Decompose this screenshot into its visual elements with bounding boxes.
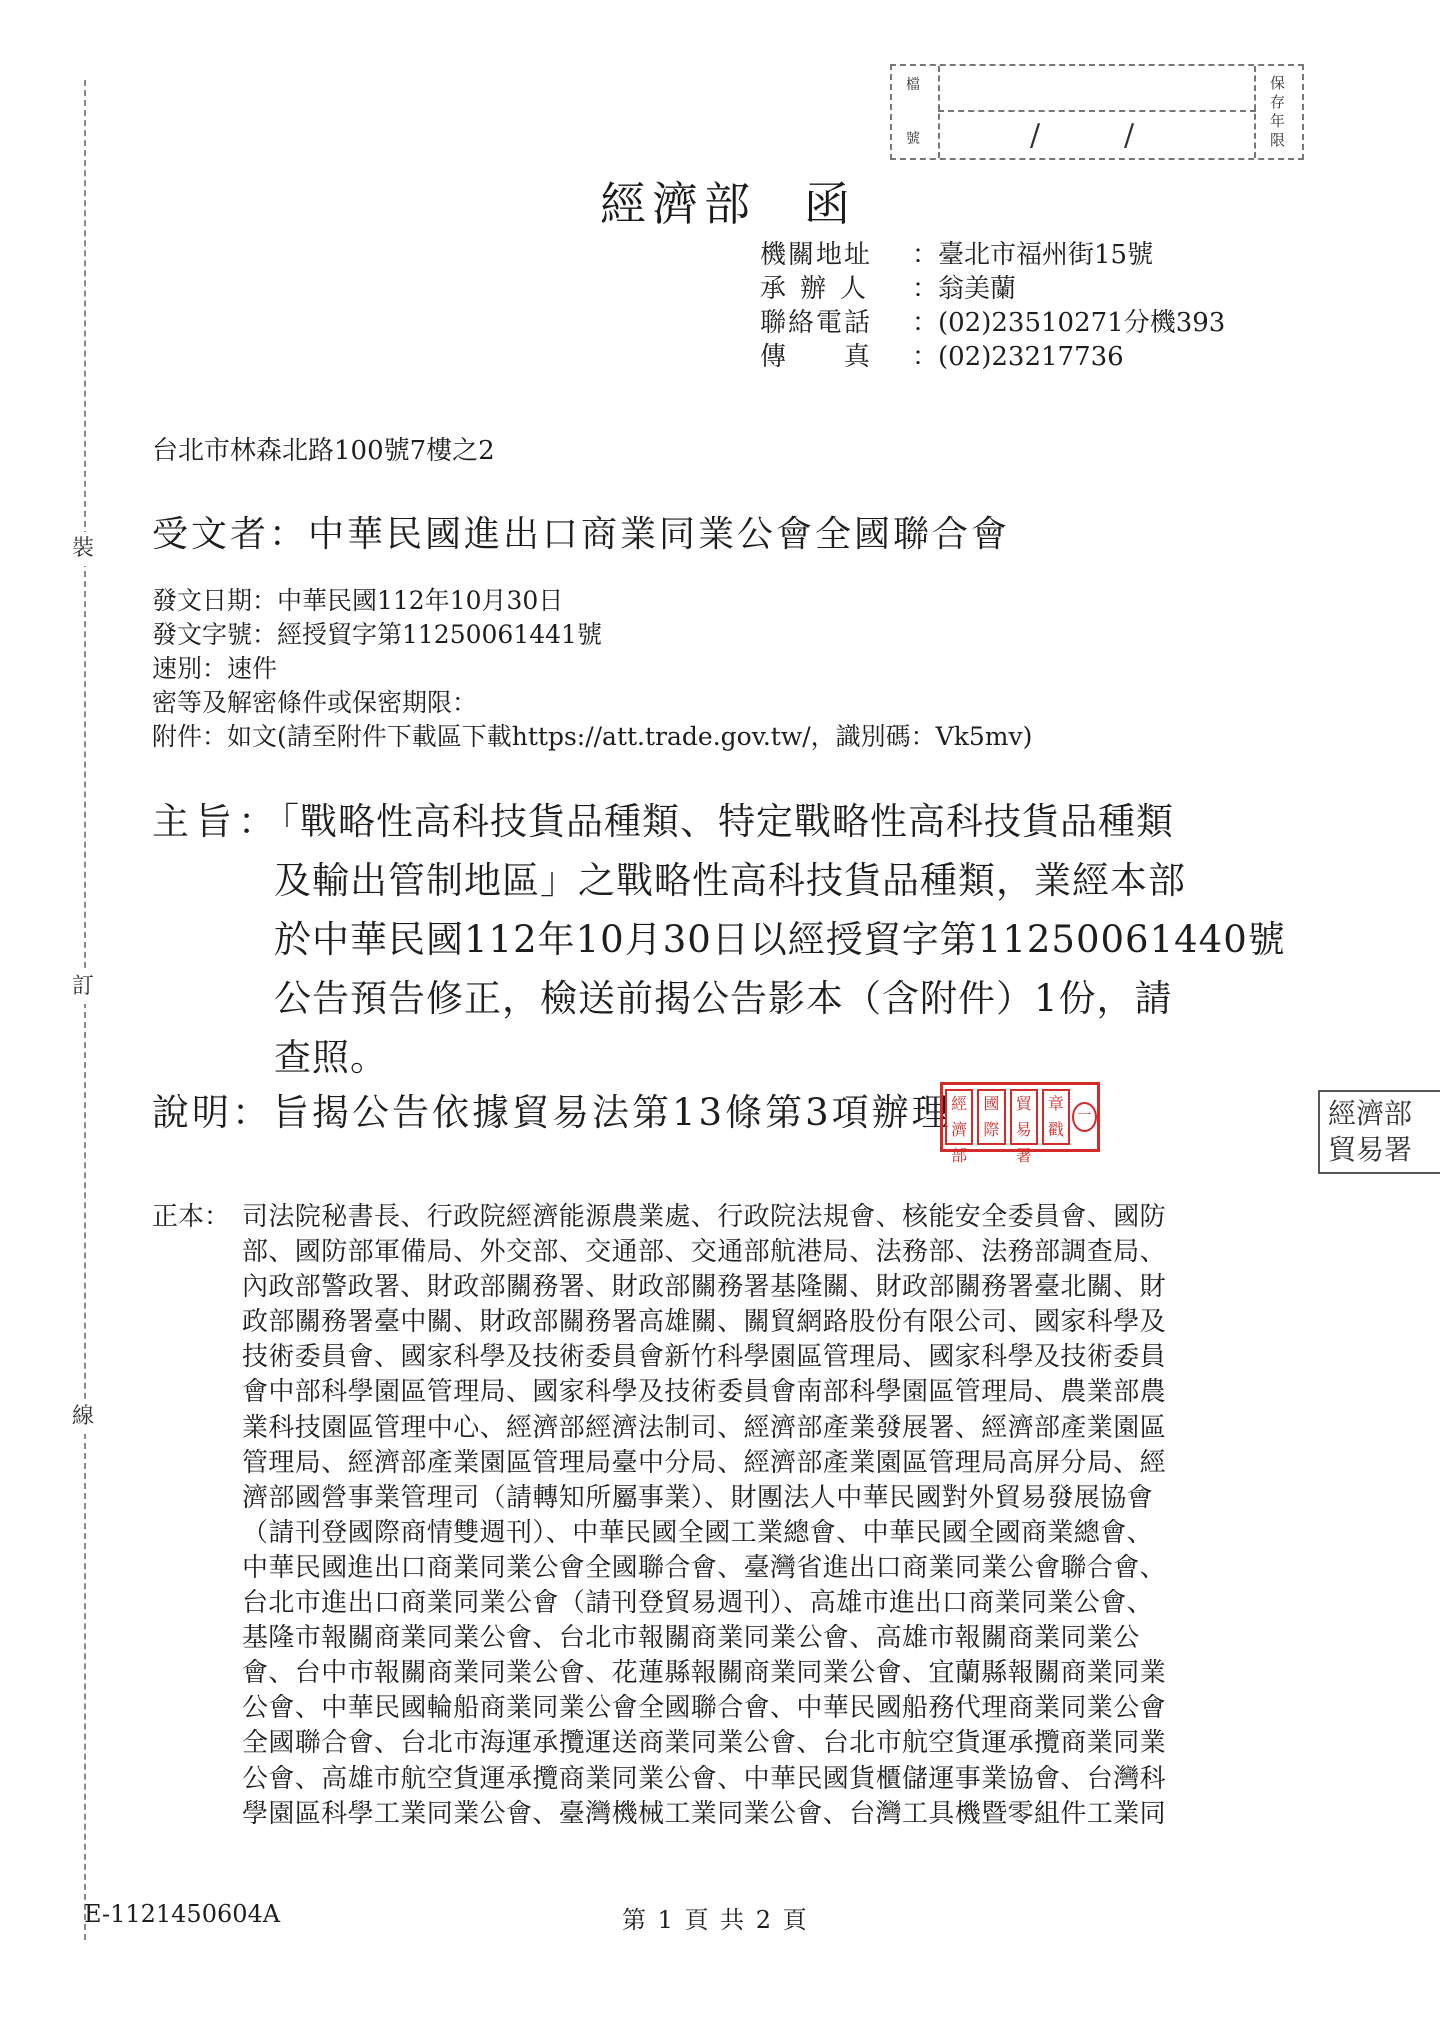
archive-slash-1: / <box>1030 118 1041 153</box>
recipients-line: 公會、高雄市航空貨運承攬商業同業公會、中華民國貨櫃儲運事業協會、台灣科 <box>242 1763 1167 1794</box>
document-title <box>600 168 856 234</box>
contact-key: 傳真 <box>760 342 929 372</box>
recipients-line: 濟部國營事業管理司（請轉知所屬事業）、財團法人中華民國對外貿易發展協會 <box>242 1482 1154 1513</box>
recipient-address: 台北市林森北路100號7樓之2 <box>152 436 495 466</box>
contact-value: ：(02)23510271分機393 <box>912 308 1226 338</box>
issue-meta <box>152 584 1032 754</box>
subject-label: 主旨： <box>152 800 281 843</box>
recipients-line: 全國聯合會、台北市海運承攬運送商業同業公會、台北市航空貨運承攬商業同業 <box>242 1728 1167 1759</box>
contact-key: 承辦人 <box>760 274 881 304</box>
recipients-line: 會中部科學園區管理局、國家科學及技術委員會南部科學園區管理局、農業部農 <box>242 1377 1167 1408</box>
binding-char-zhuang: 裝 <box>66 532 100 566</box>
side-stamp-line1: 經濟部 <box>1328 1097 1413 1130</box>
contact-row <box>760 238 1225 272</box>
binding-line <box>84 80 86 1940</box>
receiver-line: 受文者：中華民國進出口商業同業公會全國聯合會 <box>152 514 1011 555</box>
recipients-line: 司法院秘書長、行政院經濟能源農業處、行政院法規會、核能安全委員會、國防 <box>242 1202 1167 1232</box>
binding-char-ding: 訂 <box>66 970 100 1004</box>
recipients-line: 學園區科學工業同業公會、臺灣機械工業同業公會、台灣工具機暨零組件工業同 <box>242 1798 1167 1829</box>
page-number: 第 1 頁 共 2 頁 <box>622 1906 809 1934</box>
archive-box <box>890 64 1304 160</box>
contact-block <box>760 238 1225 374</box>
recipients-line: （請刊登國際商情雙週刊）、中華民國全國工業總會、中華民國全國商業總會、 <box>242 1517 1154 1548</box>
recipients-line: 台北市進出口商業同業公會（請刊登貿易週刊）、高雄市進出口商業同業公會、 <box>242 1588 1154 1619</box>
official-seal-stamp <box>940 1082 1100 1165</box>
contact-value: ：(02)23217736 <box>912 342 1124 372</box>
subject-line: 及輸出管制地區」之戰略性高科技貨品種類，業經本部 <box>274 859 1186 902</box>
contact-row <box>760 306 1225 340</box>
contact-value: ：臺北市福州街15號 <box>912 240 1154 270</box>
contact-key: 聯絡電話 <box>760 308 873 338</box>
contact-row <box>760 272 1225 306</box>
recipients-line: 公會、中華民國輪船商業同業公會全國聯合會、中華民國船務代理商業同業公會 <box>242 1693 1167 1724</box>
subject-line: 「戰略性高科技貨品種類、特定戰略性高科技貨品種類 <box>262 800 1174 843</box>
archive-slash-2: / <box>1124 118 1135 153</box>
binding-char-xian: 線 <box>66 1400 100 1434</box>
contact-key: 機關地址 <box>760 240 873 270</box>
seal-cell: 經濟部 <box>945 1089 973 1145</box>
meta-issue-date: 發文日期：中華民國112年10月30日 <box>152 586 564 615</box>
seal-cell: 國際 <box>977 1089 1005 1145</box>
recipients-label: 正本： <box>152 1202 231 1232</box>
recipients-line: 基隆市報關商業同業公會、台北市報關商業同業公會、高雄市報關商業同業公 <box>242 1623 1140 1654</box>
recipients-line: 中華民國進出口商業同業公會全國聯合會、臺灣省進出口商業同業公會聯合會、 <box>242 1552 1167 1583</box>
seal-circle: 一 <box>1072 1102 1097 1132</box>
meta-attachment: 附件：如文(請至附件下載區下載https://att.trade.gov.tw/，識別碼：Vk5mv) <box>152 722 1033 751</box>
side-stamp <box>1318 1090 1440 1174</box>
archive-number-area <box>938 66 1256 158</box>
archive-retention-column <box>1254 66 1302 158</box>
seal-cell: 貿易署 <box>1010 1089 1038 1145</box>
subject-line: 於中華民國112年10月30日以經授貿字第11250061440號 <box>274 918 1286 961</box>
meta-issue-number: 發文字號：經授貿字第11250061441號 <box>152 620 602 649</box>
recipients-line: 部、國防部軍備局、外交部、交通部、交通部航港局、法務部、法務部調查局、 <box>242 1237 1167 1268</box>
recipients-line: 技術委員會、國家科學及技術委員會新竹科學園區管理局、國家科學及技術委員 <box>242 1342 1167 1373</box>
contact-row <box>760 340 1225 374</box>
meta-confidentiality: 密等及解密條件或保密期限： <box>152 688 478 717</box>
subject-body <box>262 792 1372 1087</box>
archive-label-column <box>892 66 940 158</box>
recipients-line: 會、台中市報關商業同業公會、花蓮縣報關商業同業公會、宜蘭縣報關商業同業 <box>242 1658 1167 1689</box>
archive-label-hao: 號 <box>906 131 920 147</box>
side-stamp-line2: 貿易署 <box>1328 1133 1413 1166</box>
subject-line: 公告預告修正，檢送前揭公告影本（含附件）1份，請 <box>274 977 1173 1020</box>
recipients-lines <box>242 1200 1166 1832</box>
recipients-line: 內政部警政署、財政部關務署、財政部關務署基隆關、財政部關務署臺北關、財 <box>242 1272 1167 1303</box>
archive-retention-label: 保存年限 <box>1270 74 1286 149</box>
archive-label-dang: 檔 <box>906 77 920 93</box>
seal-cell: 章戳 <box>1042 1089 1070 1145</box>
recipients-line: 業科技園區管理中心、經濟部經濟法制司、經濟部產業發展署、經濟部產業園區 <box>242 1412 1167 1443</box>
recipients-line: 政部關務署臺中關、財政部關務署高雄關、關貿網路股份有限公司、國家科學及 <box>242 1307 1167 1338</box>
meta-speed: 速別：速件 <box>152 654 278 683</box>
recipients-line: 管理局、經濟部產業園區管理局臺中分局、經濟部產業園區管理局高屏分局、經 <box>242 1447 1167 1478</box>
explanation-line: 說明：旨揭公告依據貿易法第13條第3項辦理 <box>152 1091 952 1134</box>
title-org: 經濟部 <box>600 177 756 231</box>
archive-number-row <box>938 66 1256 112</box>
title-type: 函 <box>804 177 856 231</box>
subject-line: 查照。 <box>274 1036 388 1079</box>
document-serial-number: E-1121450604A <box>84 1900 281 1928</box>
contact-value: ：翁美蘭 <box>912 274 1017 304</box>
